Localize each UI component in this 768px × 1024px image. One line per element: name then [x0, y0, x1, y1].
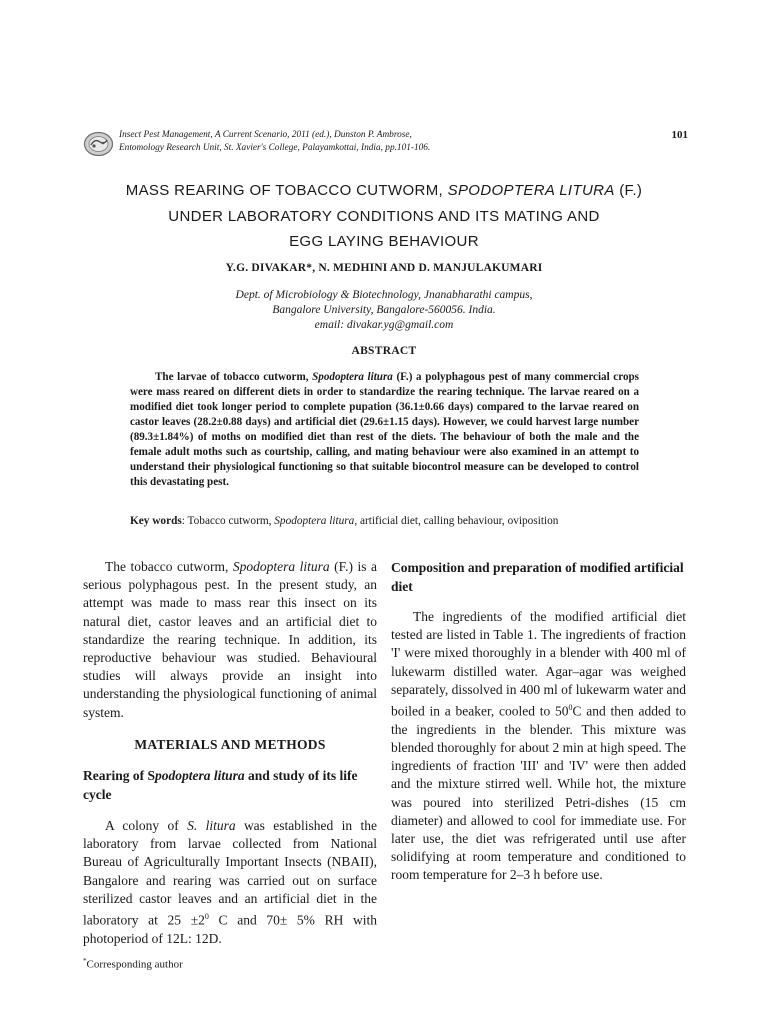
- subheading-artificial-diet: Composition and preparation of modified artificial diet: [391, 560, 684, 594]
- abstract-part-1: The larvae of tobacco cutworm,: [155, 371, 313, 383]
- source-line-1: Insect Pest Management, A Current Scenario, 2011 (ed.), Dunston P. Ambrose,: [119, 130, 412, 140]
- subheading-rearing-species: podoptera litura: [155, 768, 245, 784]
- page-header: [83, 129, 688, 159]
- title-line-1-text: MASS REARING OF TOBACCO CUTWORM,: [125, 182, 448, 199]
- subheading-rearing: [83, 766, 377, 804]
- keywords-label: Key words: [130, 515, 182, 527]
- keywords-species: Spodoptera litura: [274, 515, 355, 527]
- paper-title: [60, 178, 708, 255]
- rearing-paragraph: [83, 817, 377, 948]
- affiliation-line-1: Dept. of Microbiology & Biotechnology, Jnanabharathi campus,: [235, 289, 533, 301]
- title-species: SPODOPTERA LITURA: [447, 182, 615, 199]
- abstract-text: [130, 370, 639, 490]
- intro-part-2: (F.) is a serious polyphagous pest. In the present study, an attempt was made to mass rear this insect on its natural diet, castor leaves and an artificial diet to standardize the rearing technique. In addition, its reproductive behaviour was studied. Behavioural studies will always provide an insight into understanding the physiological functioning of animal system.: [83, 559, 377, 720]
- author-list: Y.G. DIVAKAR*, N. MEDHINI AND D. MANJULAKUMARI: [225, 262, 543, 274]
- left-column: [83, 558, 377, 948]
- source-citation: [119, 129, 430, 154]
- section-heading-materials-methods: MATERIALS AND METHODS: [134, 736, 326, 752]
- keywords: [130, 514, 670, 529]
- rearing-part-2: was established in the laboratory from larvae collected from National Bureau of Agriculturally Important Insects (NBAII), Bangalore and rearing was carried out on surface sterilized castor leaves and an artificial diet in the laboratory at 25 ±2: [83, 818, 377, 928]
- diet-paragraph: [391, 608, 686, 885]
- degree-superscript: 0: [204, 912, 209, 922]
- title-line-1-suffix: (F.): [614, 182, 643, 199]
- abstract-part-2: (F.) a polyphagous pest of many commercial crops were mass reared on different diets in order to standardize the rearing technique. The larvae reared on a modified diet took longer period to complete pupation (36.1±0.66 days) compared to the larvae reared on castor leaves (28.2±0.88 days) and artificial diet (29.6±1.15 days). However, we could harvest large number (89.3±1.84%) of moths on modified diet than rest of the diets. The behaviour of both the male and the female adult moths such as courtship, calling, and mating behaviour were also examined in an attempt to understand their physiological functioning so that suitable biocontrol measure can be developed to control this devastating pest.: [130, 371, 639, 488]
- keywords-part-2: , artificial diet, calling behaviour, oviposition: [354, 515, 559, 527]
- author-email[interactable]: email: divakar.yg@gmail.com: [314, 319, 454, 331]
- affiliation-line-2: Bangalore University, Bangalore-560056. India.: [272, 304, 496, 316]
- college-emblem-icon: [83, 131, 114, 157]
- keywords-part-1: : Tobacco cutworm,: [181, 515, 275, 527]
- intro-part-1: The tobacco cutworm,: [105, 559, 233, 574]
- affiliation: [0, 288, 768, 333]
- page-number: 101: [671, 129, 688, 141]
- rearing-part-3: C and 70± 5% RH with photoperiod of 12L: 12D.: [83, 912, 377, 946]
- rearing-species: S. litura: [187, 818, 236, 834]
- subheading-rearing-part-2: and study of its life cycle: [83, 768, 358, 803]
- abstract-heading: ABSTRACT: [351, 345, 417, 357]
- diet-part-1: The ingredients of the modified artificial diet tested are listed in Table 1. The ingredients of fraction 'I' were mixed thoroughly in a blender with 400 ml of lukewarm distilled water. Agar–agar was weighed separately, dissolved in 400 ml of lukewarm water and boiled in a beaker, cooled to 50: [391, 609, 686, 719]
- title-line-1: [60, 178, 708, 204]
- abstract-species: Spodoptera litura: [312, 371, 393, 383]
- degree-superscript: 0: [568, 703, 573, 713]
- diet-part-2: C and then added to the ingredients in the blender. This mixture was blended thoroughly for about 2 min at high speed. The ingredients of fraction 'III' and 'IV' were then added and the mixture stirred well. While hot, the mixture was poured into sterilized Petri-dishes (15 cm diameter) and allowed to cool for immediate use. For later use, the diet was refrigerated until use after solidifying at room temperature and conditioned to room temperature for 2–3 h before use.: [391, 703, 686, 883]
- source-line-2: Entomology Research Unit, St. Xavier's College, Palayamkottai, India, pp.101-106.: [119, 142, 431, 153]
- right-column: [391, 558, 686, 885]
- title-line-2: UNDER LABORATORY CONDITIONS AND ITS MATING AND: [168, 207, 600, 225]
- footnote-text: Corresponding author: [86, 958, 183, 971]
- rearing-part-1: A colony of: [105, 818, 188, 834]
- intro-paragraph: [83, 558, 377, 722]
- footnote-mark: *: [83, 957, 87, 965]
- footnote: [83, 957, 183, 971]
- intro-species: Spodoptera litura: [232, 559, 330, 574]
- subheading-rearing-part-1: Rearing of S: [83, 768, 155, 784]
- title-line-3: EGG LAYING BEHAVIOUR: [289, 233, 479, 250]
